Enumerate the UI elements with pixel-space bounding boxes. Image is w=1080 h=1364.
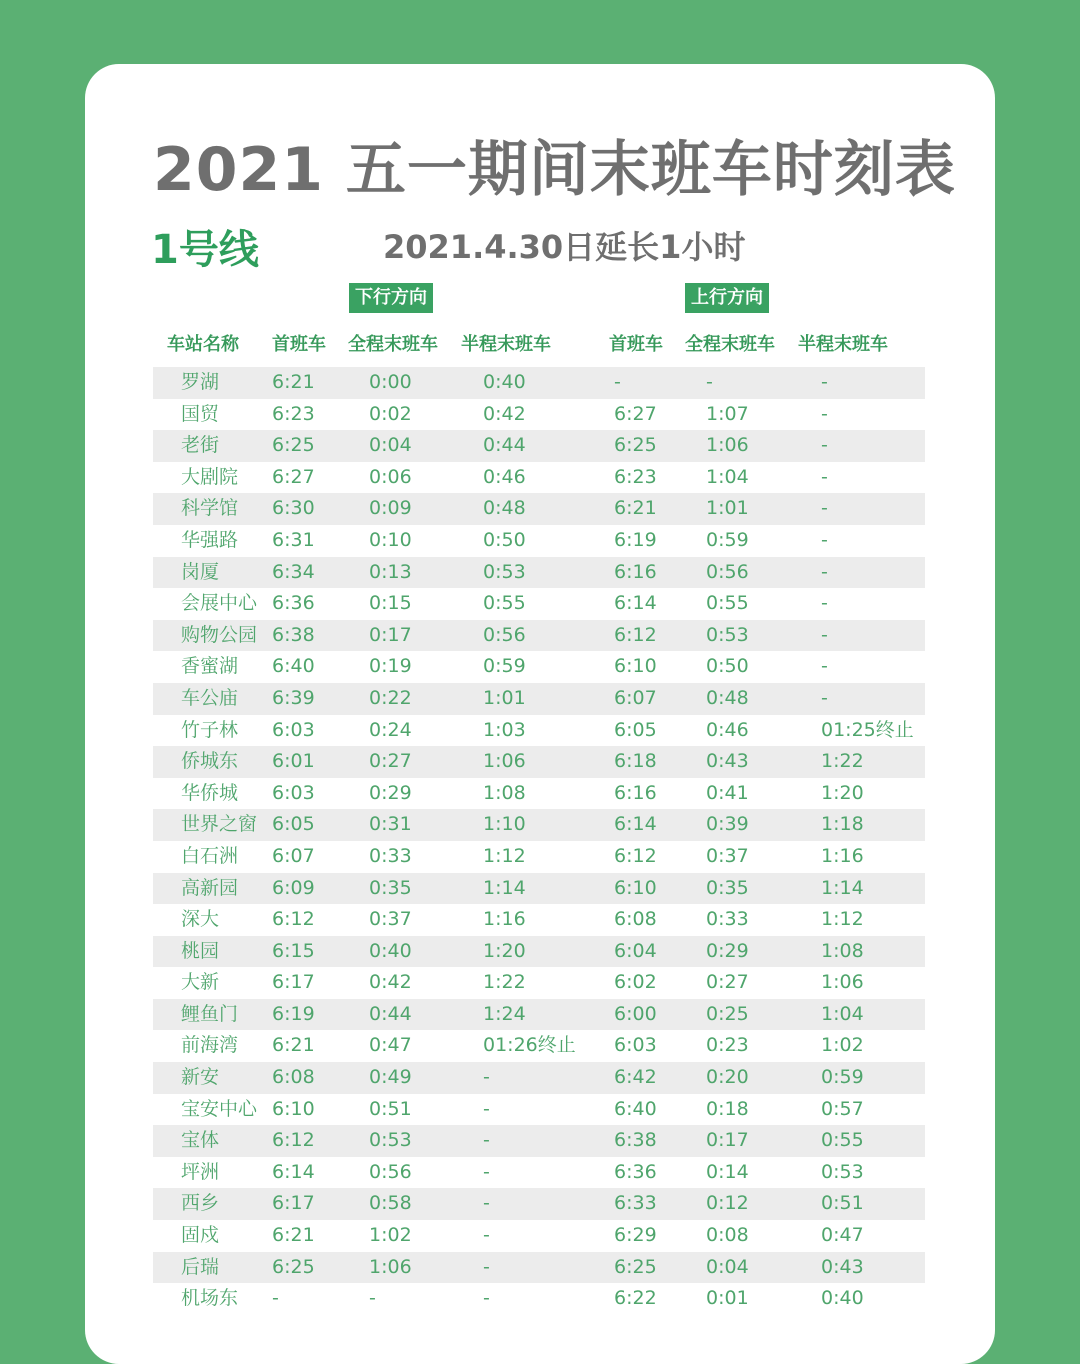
table-row <box>153 936 925 968</box>
down-first-train: 6:09 <box>272 876 315 899</box>
down-full-last-train: 0:35 <box>369 876 412 899</box>
station-name: 世界之窗 <box>181 813 258 836</box>
down-half-last-train: 0:44 <box>483 434 526 457</box>
down-first-train: 6:17 <box>272 1192 315 1215</box>
up-half-last-train: 0:55 <box>821 1129 864 1152</box>
up-half-last-train: 1:12 <box>821 908 864 931</box>
down-half-last-train: 0:48 <box>483 497 526 520</box>
down-full-last-train: 0:17 <box>369 623 412 646</box>
up-full-last-train: 0:17 <box>706 1129 749 1152</box>
up-half-last-train: 0:47 <box>821 1224 864 1247</box>
up-full-last-train: 0:37 <box>706 844 749 867</box>
table-row <box>153 841 925 873</box>
station-name: 新安 <box>181 1066 220 1089</box>
up-full-last-train: 0:01 <box>706 1287 749 1310</box>
down-full-last-train: 0:40 <box>369 939 412 962</box>
down-full-last-train: 0:24 <box>369 718 412 741</box>
station-name: 宝安中心 <box>181 1097 258 1120</box>
down-first-train: 6:19 <box>272 1002 315 1025</box>
down-full-last-train: 0:00 <box>369 371 412 393</box>
down-full-last-train: 1:02 <box>369 1224 412 1247</box>
station-name: 后瑞 <box>181 1255 220 1278</box>
down-first-train: 6:12 <box>272 908 315 931</box>
down-full-last-train: 0:02 <box>369 402 412 425</box>
up-first-train: 6:29 <box>614 1224 657 1247</box>
station-name: 华侨城 <box>181 781 239 804</box>
header-up-half-last: 半程末班车 <box>798 334 888 355</box>
station-name: 机场东 <box>181 1287 239 1310</box>
up-full-last-train: 0:08 <box>706 1224 749 1247</box>
down-full-last-train: 0:31 <box>369 813 412 836</box>
down-first-train: 6:17 <box>272 971 315 994</box>
table-row <box>153 715 925 747</box>
direction-down-badge: 下行方向 <box>349 283 433 313</box>
down-first-train: 6:21 <box>272 371 315 393</box>
station-name: 车公庙 <box>181 686 239 709</box>
down-half-last-train: 1:14 <box>483 876 526 899</box>
station-name: 竹子林 <box>181 718 239 741</box>
table-row <box>153 651 925 683</box>
down-half-last-train: - <box>483 1287 490 1310</box>
up-first-train: 6:05 <box>614 718 657 741</box>
up-half-last-train: - <box>821 560 828 583</box>
up-half-last-train: 1:06 <box>821 971 864 994</box>
up-first-train: 6:07 <box>614 686 657 709</box>
header-down-full-last: 全程末班车 <box>348 334 438 355</box>
station-name: 会展中心 <box>181 592 258 615</box>
up-full-last-train: 0:27 <box>706 971 749 994</box>
down-half-last-train: - <box>483 1129 490 1152</box>
station-name: 深大 <box>181 908 220 931</box>
table-row <box>153 1094 925 1126</box>
table-row <box>153 1220 925 1252</box>
up-first-train: 6:08 <box>614 908 657 931</box>
up-half-last-train: 1:16 <box>821 844 864 867</box>
table-row <box>153 588 925 620</box>
down-full-last-train: - <box>369 1287 376 1310</box>
up-first-train: 6:00 <box>614 1002 657 1025</box>
up-full-last-train: 0:25 <box>706 1002 749 1025</box>
down-full-last-train: 0:09 <box>369 497 412 520</box>
up-half-last-train: 1:08 <box>821 939 864 962</box>
down-first-train: 6:12 <box>272 1129 315 1152</box>
timetable <box>153 367 925 1315</box>
down-first-train: 6:14 <box>272 1160 315 1183</box>
down-full-last-train: 0:44 <box>369 1002 412 1025</box>
down-first-train: - <box>272 1287 279 1310</box>
down-full-last-train: 1:06 <box>369 1255 412 1278</box>
station-name: 国贸 <box>181 402 220 425</box>
extension-note: 2021.4.30日延长1小时 <box>383 228 746 266</box>
up-first-train: 6:18 <box>614 750 657 773</box>
up-half-last-train: - <box>821 371 828 393</box>
down-first-train: 6:21 <box>272 1224 315 1247</box>
up-first-train: 6:10 <box>614 876 657 899</box>
down-full-last-train: 0:27 <box>369 750 412 773</box>
table-row <box>153 778 925 810</box>
up-full-last-train: 0:14 <box>706 1160 749 1183</box>
down-full-last-train: 0:10 <box>369 528 412 551</box>
down-half-last-train: - <box>483 1255 490 1278</box>
up-half-last-train: 1:14 <box>821 876 864 899</box>
down-first-train: 6:27 <box>272 465 315 488</box>
up-full-last-train: 0:41 <box>706 781 749 804</box>
up-full-last-train: 0:12 <box>706 1192 749 1215</box>
up-full-last-train: 1:07 <box>706 402 749 425</box>
down-half-last-train: 1:24 <box>483 1002 526 1025</box>
down-full-last-train: 0:13 <box>369 560 412 583</box>
up-half-last-train: - <box>821 623 828 646</box>
down-full-last-train: 0:49 <box>369 1066 412 1089</box>
header-station: 车站名称 <box>167 334 239 355</box>
down-half-last-train: - <box>483 1192 490 1215</box>
table-row <box>153 493 925 525</box>
table-row <box>153 809 925 841</box>
up-full-last-train: 0:39 <box>706 813 749 836</box>
down-first-train: 6:25 <box>272 434 315 457</box>
down-full-last-train: 0:29 <box>369 781 412 804</box>
station-name: 罗湖 <box>181 371 220 393</box>
down-full-last-train: 0:15 <box>369 592 412 615</box>
station-name: 侨城东 <box>181 750 239 773</box>
down-half-last-train: 1:03 <box>483 718 526 741</box>
station-name: 白石洲 <box>181 844 239 867</box>
down-half-last-train: 0:42 <box>483 402 526 425</box>
up-half-last-train: 0:40 <box>821 1287 864 1310</box>
table-row <box>153 1252 925 1284</box>
down-first-train: 6:08 <box>272 1066 315 1089</box>
up-first-train: 6:27 <box>614 402 657 425</box>
table-row <box>153 1125 925 1157</box>
station-name: 岗厦 <box>181 560 220 583</box>
header-up-full-last: 全程末班车 <box>685 334 775 355</box>
down-first-train: 6:15 <box>272 939 315 962</box>
station-name: 老街 <box>181 434 220 457</box>
down-first-train: 6:40 <box>272 655 315 678</box>
down-full-last-train: 0:19 <box>369 655 412 678</box>
down-half-last-train: - <box>483 1066 490 1089</box>
up-first-train: 6:23 <box>614 465 657 488</box>
up-first-train: 6:14 <box>614 592 657 615</box>
down-first-train: 6:25 <box>272 1255 315 1278</box>
up-half-last-train: 0:53 <box>821 1160 864 1183</box>
down-half-last-train: 0:55 <box>483 592 526 615</box>
up-first-train: 6:25 <box>614 434 657 457</box>
station-name: 大新 <box>181 971 220 994</box>
table-row <box>153 367 925 399</box>
down-first-train: 6:10 <box>272 1097 315 1120</box>
table-row <box>153 873 925 905</box>
up-full-last-train: 1:04 <box>706 465 749 488</box>
up-half-last-train: 01:25终止 <box>821 718 914 741</box>
down-half-last-train: 1:22 <box>483 971 526 994</box>
up-half-last-train: - <box>821 434 828 457</box>
down-first-train: 6:38 <box>272 623 315 646</box>
line-name: 1号线 <box>151 227 259 273</box>
down-full-last-train: 0:04 <box>369 434 412 457</box>
up-first-train: 6:22 <box>614 1287 657 1310</box>
table-row <box>153 557 925 589</box>
up-first-train: 6:42 <box>614 1066 657 1089</box>
table-row <box>153 1157 925 1189</box>
station-name: 香蜜湖 <box>181 655 239 678</box>
up-full-last-train: 0:48 <box>706 686 749 709</box>
down-first-train: 6:01 <box>272 750 315 773</box>
down-first-train: 6:21 <box>272 1034 315 1057</box>
up-half-last-train: - <box>821 465 828 488</box>
down-first-train: 6:23 <box>272 402 315 425</box>
up-full-last-train: 1:06 <box>706 434 749 457</box>
header-down-first: 首班车 <box>272 334 326 355</box>
up-half-last-train: 0:51 <box>821 1192 864 1215</box>
up-first-train: 6:12 <box>614 623 657 646</box>
station-name: 桃园 <box>181 939 220 962</box>
up-first-train: 6:04 <box>614 939 657 962</box>
up-full-last-train: 0:55 <box>706 592 749 615</box>
down-full-last-train: 0:58 <box>369 1192 412 1215</box>
down-half-last-train: 0:50 <box>483 528 526 551</box>
page-title: 2021 五一期间末班车时刻表 <box>153 135 956 205</box>
up-full-last-train: 0:35 <box>706 876 749 899</box>
up-full-last-train: 0:50 <box>706 655 749 678</box>
up-half-last-train: - <box>821 686 828 709</box>
down-first-train: 6:05 <box>272 813 315 836</box>
table-row <box>153 525 925 557</box>
up-full-last-train: 0:04 <box>706 1255 749 1278</box>
down-first-train: 6:39 <box>272 686 315 709</box>
header-up-first: 首班车 <box>609 334 663 355</box>
up-half-last-train: 0:57 <box>821 1097 864 1120</box>
station-name: 固戍 <box>181 1224 220 1247</box>
up-half-last-train: 1:18 <box>821 813 864 836</box>
table-row <box>153 620 925 652</box>
station-name: 高新园 <box>181 876 239 899</box>
up-first-train: 6:12 <box>614 844 657 867</box>
up-full-last-train: 0:33 <box>706 908 749 931</box>
up-half-last-train: - <box>821 655 828 678</box>
up-full-last-train: 0:46 <box>706 718 749 741</box>
down-half-last-train: 1:20 <box>483 939 526 962</box>
station-name: 华强路 <box>181 528 239 551</box>
station-name: 鲤鱼门 <box>181 1002 239 1025</box>
table-row <box>153 399 925 431</box>
down-half-last-train: - <box>483 1160 490 1183</box>
up-full-last-train: 0:53 <box>706 623 749 646</box>
up-half-last-train: 1:04 <box>821 1002 864 1025</box>
up-first-train: 6:02 <box>614 971 657 994</box>
down-half-last-train: 0:46 <box>483 465 526 488</box>
up-full-last-train: 1:01 <box>706 497 749 520</box>
table-row <box>153 904 925 936</box>
table-row <box>153 683 925 715</box>
up-first-train: 6:03 <box>614 1034 657 1057</box>
up-half-last-train: 0:43 <box>821 1255 864 1278</box>
up-full-last-train: 0:59 <box>706 528 749 551</box>
up-half-last-train: 1:02 <box>821 1034 864 1057</box>
up-full-last-train: 0:56 <box>706 560 749 583</box>
down-full-last-train: 0:42 <box>369 971 412 994</box>
header-down-half-last: 半程末班车 <box>461 334 551 355</box>
timetable-card <box>85 64 995 1364</box>
down-half-last-train: - <box>483 1097 490 1120</box>
up-half-last-train: 1:22 <box>821 750 864 773</box>
up-full-last-train: 0:29 <box>706 939 749 962</box>
down-full-last-train: 0:06 <box>369 465 412 488</box>
down-first-train: 6:03 <box>272 718 315 741</box>
up-first-train: 6:33 <box>614 1192 657 1215</box>
down-full-last-train: 0:37 <box>369 908 412 931</box>
down-first-train: 6:36 <box>272 592 315 615</box>
station-name: 宝体 <box>181 1129 220 1152</box>
down-full-last-train: 0:47 <box>369 1034 412 1057</box>
down-half-last-train: 0:59 <box>483 655 526 678</box>
down-full-last-train: 0:56 <box>369 1160 412 1183</box>
station-name: 大剧院 <box>181 465 239 488</box>
table-row <box>153 430 925 462</box>
down-first-train: 6:31 <box>272 528 315 551</box>
up-full-last-train: 0:18 <box>706 1097 749 1120</box>
up-half-last-train: - <box>821 592 828 615</box>
table-row <box>153 746 925 778</box>
table-row <box>153 1030 925 1062</box>
up-half-last-train: - <box>821 402 828 425</box>
up-full-last-train: 0:23 <box>706 1034 749 1057</box>
table-row <box>153 999 925 1031</box>
station-name: 西乡 <box>181 1192 220 1215</box>
up-first-train: 6:19 <box>614 528 657 551</box>
up-first-train: - <box>614 371 621 393</box>
up-first-train: 6:10 <box>614 655 657 678</box>
up-half-last-train: - <box>821 528 828 551</box>
up-first-train: 6:21 <box>614 497 657 520</box>
table-row <box>153 967 925 999</box>
up-first-train: 6:16 <box>614 560 657 583</box>
table-row <box>153 1283 925 1315</box>
station-name: 科学馆 <box>181 497 239 520</box>
up-full-last-train: 0:43 <box>706 750 749 773</box>
down-half-last-train: 1:01 <box>483 686 526 709</box>
down-half-last-train: 0:56 <box>483 623 526 646</box>
direction-up-badge: 上行方向 <box>685 283 769 313</box>
up-first-train: 6:36 <box>614 1160 657 1183</box>
down-first-train: 6:30 <box>272 497 315 520</box>
down-first-train: 6:07 <box>272 844 315 867</box>
up-half-last-train: - <box>821 497 828 520</box>
table-row <box>153 1062 925 1094</box>
up-first-train: 6:25 <box>614 1255 657 1278</box>
station-name: 坪洲 <box>181 1160 220 1183</box>
down-half-last-train: 1:12 <box>483 844 526 867</box>
station-name: 购物公园 <box>181 623 258 646</box>
down-half-last-train: 01:26终止 <box>483 1034 576 1057</box>
down-half-last-train: 1:06 <box>483 750 526 773</box>
up-full-last-train: - <box>706 371 713 393</box>
down-half-last-train: 1:16 <box>483 908 526 931</box>
up-half-last-train: 0:59 <box>821 1066 864 1089</box>
up-first-train: 6:14 <box>614 813 657 836</box>
down-half-last-train: 1:08 <box>483 781 526 804</box>
down-full-last-train: 0:51 <box>369 1097 412 1120</box>
up-first-train: 6:38 <box>614 1129 657 1152</box>
down-full-last-train: 0:22 <box>369 686 412 709</box>
down-first-train: 6:03 <box>272 781 315 804</box>
up-first-train: 6:16 <box>614 781 657 804</box>
table-row <box>153 462 925 494</box>
down-half-last-train: 1:10 <box>483 813 526 836</box>
down-full-last-train: 0:33 <box>369 844 412 867</box>
up-full-last-train: 0:20 <box>706 1066 749 1089</box>
down-half-last-train: - <box>483 1224 490 1247</box>
down-half-last-train: 0:40 <box>483 371 526 393</box>
down-full-last-train: 0:53 <box>369 1129 412 1152</box>
down-half-last-train: 0:53 <box>483 560 526 583</box>
down-first-train: 6:34 <box>272 560 315 583</box>
table-row <box>153 1188 925 1220</box>
up-half-last-train: 1:20 <box>821 781 864 804</box>
up-first-train: 6:40 <box>614 1097 657 1120</box>
station-name: 前海湾 <box>181 1034 239 1057</box>
